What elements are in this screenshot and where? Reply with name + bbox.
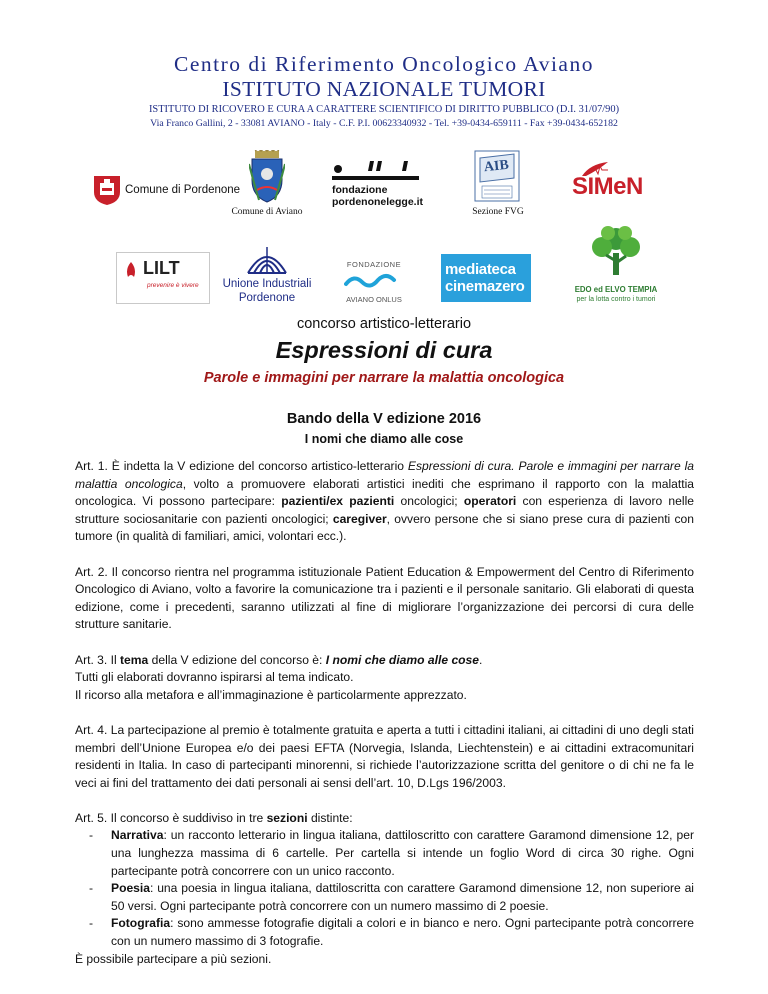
logo-mediateca-cinemazero	[441, 254, 531, 302]
logo-edo-elvo-tempia	[566, 225, 666, 309]
logo-unione-industriali	[220, 245, 314, 307]
institute-subtitle: ISTITUTO NAZIONALE TUMORI	[222, 77, 546, 101]
aib-text: AIB	[483, 157, 510, 176]
aib-caption: Sezione FVG	[472, 207, 524, 217]
logo-comune-aviano	[224, 150, 310, 220]
article-4: Art. 4. La partecipazione al premio è totalmente gratuita e aperta a tutti i cittadini italiani, ai cittadini di uno degli stati membri dell’Unione Europea e/o dei paesi EFTA (Norvegia, Islanda, Liechtenstein) e ai cittadini extracomunitari residenti in Italia. In caso di partecipanti minorenni, si richiede l’autorizzazione scritta del genitore o di chi ne fa le veci ai fini del trattamento dei dati personali ai sensi dell’art. 10, D.Lgs 196/2003.	[75, 722, 694, 790]
edition-theme: I nomi che diamo alle cose	[304, 432, 464, 446]
fond-aviano-line2: AVIANO ONLUS	[346, 295, 402, 304]
aviano-caption: Comune di Aviano	[231, 207, 303, 217]
ppl-line1: fondazione	[332, 184, 388, 196]
tree-icon	[588, 225, 644, 279]
institute-name: Centro di Riferimento Oncologico Aviano	[174, 52, 594, 76]
section-poesia: - Poesia: una poesia in lingua italiana, dattiloscritta con carattere Garamond dimensione 12, non superiore ai 50 versi. Ogni partecipante potrà concorrere con un numero massimo di 2 poesie.	[89, 881, 694, 913]
edo-line1: EDO ed ELVO TEMPIA	[574, 285, 658, 294]
logo-simen	[572, 160, 654, 202]
lilt-tagline: prevenire è vivere	[147, 282, 199, 289]
pordenone-label: Comune di Pordenone	[125, 184, 241, 196]
black-bar	[332, 176, 419, 180]
logo-comune-pordenone	[92, 172, 241, 208]
fond-aviano-wave-icon	[344, 272, 404, 290]
institute-address: Via Franco Gallini, 2 - 33081 AVIANO - Italy - C.F. P.I. 00623340932 - Tel. +39-0434-659111 - Fax +39-0434-652182	[150, 118, 618, 129]
aviano-crest-icon	[249, 150, 285, 204]
article-1: Art. 1. È indetta la V edizione del concorso artistico-letterario Espressioni di cura. Parole e immagini per narrare la malattia oncologica, volto a promuovere elaborati artistici inediti che esprimano il rapporto con la malattia oncologica. Vi possono partecipare: pazienti/ex pazienti oncologici; operatori con esperienza di lavoro nelle strutture sociosanitarie con pazienti oncologici; caregiver, ovvero persone che si siano prese cura di pazienti con tumore (in qualità di familiari, amici, volontari ecc.).	[75, 459, 694, 544]
institute-legal-status: ISTITUTO DI RICOVERO E CURA A CARATTERE SCIENTIFICO DI DIRITTO PUBBLICO (D.I. 31/07/90)	[148, 104, 620, 115]
logo-aib	[462, 150, 534, 220]
article-5-closing: È possibile partecipare a più sezioni.	[75, 951, 272, 966]
contest-type: concorso artistico-letterario	[296, 316, 472, 332]
unione-dome-icon	[244, 245, 290, 275]
regulations-body	[75, 458, 694, 968]
lilt-text: LILT	[143, 258, 180, 278]
contest-title: Espressioni di cura	[275, 337, 493, 363]
simen-text: SIMeN	[572, 173, 643, 200]
article-5: Art. 5. Il concorso è suddiviso in tre sezioni distinte: - Narrativa: un racconto letterario in lingua italiana, dattiloscritto con carattere Garamond dimensione 12, per una lunghezza massima di 6 cartelle. Per cartella si intende un foglio Word di circa 30 righe. Ogni partecipante potrà concorrere con un unico racconto. - Poesia: una poesia in lingua italiana, dattiloscritta con carattere Garamond dimensione 12, non superiore ai 50 versi. Ogni partecipante potrà concorrere con un numero massimo di 2 poesie. - Fotografia: sono ammesse fotografie digitali a colori e in bianco e nero. Ogni partecipante potrà concorrere con un numero massimo di 3 fotografie. È possibile partecipare a più sezioni.	[75, 810, 694, 968]
logo-fondazione-aviano	[333, 260, 415, 308]
section-fotografia: - Fotografia: sono ammesse fotografie digitali a colori e in bianco e nero. Ogni partecipante potrà concorrere con un numero massimo di 3 fotografie.	[89, 916, 694, 949]
unione-line1: Unione Industriali	[222, 278, 312, 290]
contest-subtitle: Parole e immagini per narrare la malattia oncologica	[203, 370, 565, 386]
section-narrativa: - Narrativa: un racconto letterario in lingua italiana, dattiloscritto con carattere Garamond dimensione 12, per una lunghezza massima di 6 cartelle. Per cartella si intende un foglio Word di circa 30 righe. Ogni partecipante potrà concorrere con un unico racconto.	[89, 828, 694, 878]
pordenone-crest-icon	[92, 174, 122, 206]
logo-lilt	[116, 252, 210, 304]
article-3: Art. 3. Il tema della V edizione del concorso è: I nomi che diamo alle cose. Tutti gli elaborati dovranno ispirarsi al tema indicato. Il ricorso alla metafora e all’immaginazione è particolarmente apprezzato.	[75, 652, 483, 702]
logo-fondazione-pordenonelegge	[332, 157, 444, 211]
sections-list	[75, 827, 694, 950]
lilt-flame-icon	[122, 261, 140, 279]
unione-line2: Pordenone	[238, 292, 296, 304]
mediateca-line1: mediateca	[445, 261, 516, 278]
ppl-line2: pordenonelegge.it	[332, 196, 424, 208]
edition-heading: Bando della V edizione 2016	[286, 411, 482, 427]
fond-aviano-line1: FONDAZIONE	[346, 260, 402, 269]
edo-line2: per la lotta contro i tumori	[576, 296, 656, 303]
mediateca-line2: cinemazero	[445, 278, 525, 295]
article-2: Art. 2. Il concorso rientra nel programma istituzionale Patient Education & Empowerment del Centro di Riferimento Oncologico di Aviano, volto a favorire la comunicazione tra i pazienti e il personale sanitario. Gli elaborati di questa edizione, come i precedenti, saranno utilizzati al fine di migliorare l’organizzazione dei percorsi di cura delle strutture sanitarie.	[75, 564, 694, 632]
